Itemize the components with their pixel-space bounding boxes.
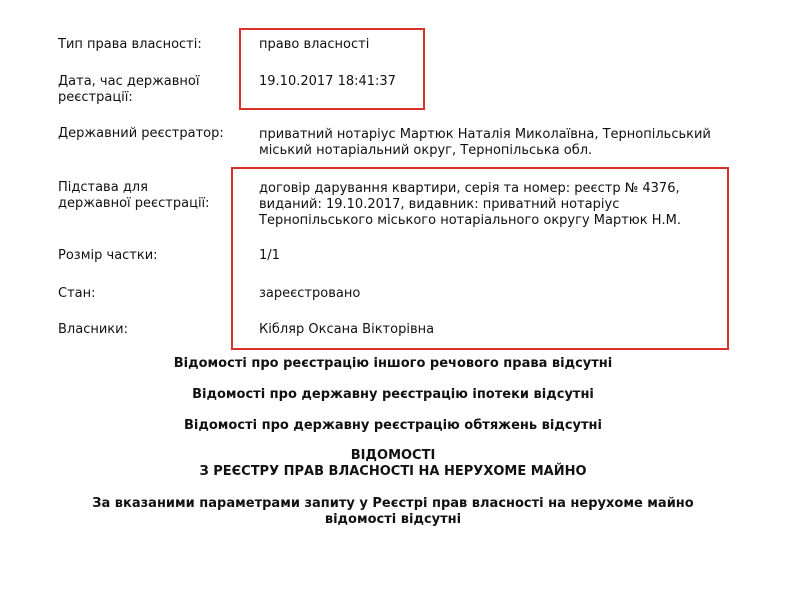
status-value: зареєстровано <box>259 286 361 301</box>
registrar-label: Державний реєстратор: <box>58 126 224 141</box>
owners-label: Власники: <box>58 322 128 337</box>
section-title-line2: З РЕЄСТРУ ПРАВ ВЛАСНОСТІ НА НЕРУХОМЕ МАЙНО <box>199 464 587 479</box>
basis-value-line1: договір дарування квартири, серія та номер: реєстр № 4376, <box>259 181 680 196</box>
result-line1: За вказаними параметрами запиту у Реєстрі прав власності на нерухоме майно <box>92 496 694 511</box>
registration-date-label-line1: Дата, час державної <box>58 74 200 89</box>
section-title-line1: ВІДОМОСТІ <box>350 448 436 463</box>
basis-value-line2: виданий: 19.10.2017, видавник: приватний нотаріус <box>259 197 620 212</box>
registrar-value-line2: міський нотаріальний округ, Тернопільська обл. <box>259 143 593 158</box>
basis-label-line2: державної реєстрації: <box>58 196 210 211</box>
notice-encumbrances: Відомості про державну реєстрацію обтяжень відсутні <box>184 418 602 433</box>
share-label: Розмір частки: <box>58 248 158 263</box>
notice-mortgage: Відомості про державну реєстрацію іпотеки відсутні <box>192 387 594 402</box>
share-value: 1/1 <box>259 248 280 263</box>
basis-value-line3: Тернопільського міського нотаріального округу Мартюк Н.М. <box>259 213 681 228</box>
owners-value: Кібляр Оксана Вікторівна <box>259 322 435 337</box>
result-line2: відомості відсутні <box>324 512 462 527</box>
registrar-value-line1: приватний нотаріус Мартюк Наталія Миколаївна, Тернопільський <box>259 127 711 142</box>
status-label: Стан: <box>58 286 96 301</box>
registration-date-value: 19.10.2017 18:41:37 <box>259 74 396 89</box>
notice-other-rights: Відомості про реєстрацію іншого речового права відсутні <box>173 356 613 371</box>
registration-date-label-line2: реєстрації: <box>58 90 133 105</box>
ownership-type-label: Тип права власності: <box>58 37 202 52</box>
ownership-type-value: право власності <box>259 37 370 52</box>
basis-label-line1: Підстава для <box>58 180 148 195</box>
